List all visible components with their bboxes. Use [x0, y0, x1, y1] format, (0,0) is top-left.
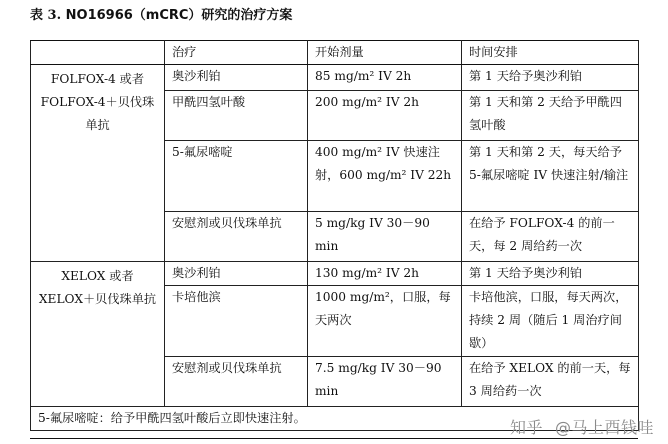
- treatment-table: [30, 40, 639, 431]
- schedule-cell: 在给予 XELOX 的前一天，每 3 周给药一次: [462, 357, 639, 407]
- drug-cell: 安慰剂或贝伐珠单抗: [165, 212, 308, 262]
- table-row: [31, 65, 639, 91]
- drug-cell: 甲酰四氢叶酸: [165, 91, 308, 141]
- schedule-cell: 在给予 FOLFOX-4 的前一天，每 2 周给药一次: [462, 212, 639, 262]
- caption-label: 表 3.: [30, 8, 62, 23]
- dose-cell: 400 mg/m² IV 快速注射，600 mg/m² IV 22h: [308, 141, 462, 212]
- drug-cell: 奥沙利铂: [165, 262, 308, 286]
- drug-cell: 奥沙利铂: [165, 65, 308, 91]
- header-row: [31, 41, 639, 65]
- header-schedule: 时间安排: [462, 41, 639, 65]
- bottom-rule: [30, 438, 638, 439]
- table-row: [31, 262, 639, 286]
- group-label: XELOX 或者 XELOX＋贝伐珠单抗: [31, 262, 165, 407]
- schedule-cell: 第 1 天给予奥沙利铂: [462, 65, 639, 91]
- watermark: [510, 415, 654, 438]
- schedule-cell: 第 1 天和第 2 天，每天给予 5-氟尿嘧啶 IV 快速注射/输注: [462, 141, 639, 212]
- dose-cell: 5 mg/kg IV 30－90 min: [308, 212, 462, 262]
- header-blank: [31, 41, 165, 65]
- group-label: FOLFOX-4 或者 FOLFOX-4＋贝伐珠单抗: [31, 65, 165, 262]
- header-treatment: 治疗: [165, 41, 308, 65]
- drug-cell: 安慰剂或贝伐珠单抗: [165, 357, 308, 407]
- schedule-cell: 卡培他滨，口服，每天两次，持续 2 周（随后 1 周治疗间歇）: [462, 286, 639, 357]
- dose-cell: 1000 mg/m²，口服，每天两次: [308, 286, 462, 357]
- footnote: 5-氟尿嘧啶：给予甲酰四氢叶酸后立即快速注射。: [31, 407, 639, 431]
- dose-cell: 200 mg/m² IV 2h: [308, 91, 462, 141]
- schedule-cell: 第 1 天给予奥沙利铂: [462, 262, 639, 286]
- watermark-platform: 知乎: [509, 418, 543, 437]
- dose-cell: 7.5 mg/kg IV 30－90 min: [308, 357, 462, 407]
- schedule-cell: 第 1 天和第 2 天给予甲酰四氢叶酸: [462, 91, 639, 141]
- caption-text: NO16966（mCRC）研究的治疗方案: [65, 8, 293, 23]
- dose-cell: 130 mg/m² IV 2h: [308, 262, 462, 286]
- watermark-author: @马上酉钱哇: [554, 418, 654, 437]
- drug-cell: 5-氟尿嘧啶: [165, 141, 308, 212]
- table-caption: [30, 4, 292, 23]
- drug-cell: 卡培他滨: [165, 286, 308, 357]
- dose-cell: 85 mg/m² IV 2h: [308, 65, 462, 91]
- header-dose: 开始剂量: [308, 41, 462, 65]
